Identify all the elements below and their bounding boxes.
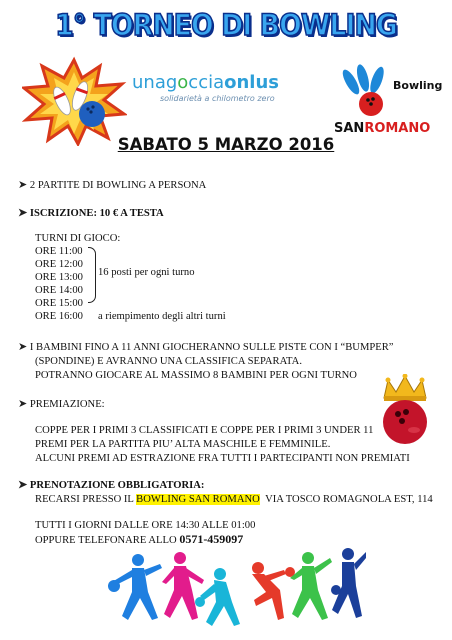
bowling-logo-word: Bowling bbox=[393, 79, 443, 92]
premi-line-2: PREMI PER LA PARTITA PIU’ ALTA MASCHILE E FEMMINILE. bbox=[35, 439, 331, 450]
bullet-icon: ➤ bbox=[18, 341, 28, 353]
premi-line-3: ALCUNI PREMI AD ESTRAZIONE FRA TUTTI I PARTECIPANTI NON PREMIATI bbox=[35, 453, 410, 464]
turno-2: ORE 12:00 bbox=[35, 259, 83, 270]
prenotazione-line: ➤ PRENOTAZIONE OBBLIGATORIA: bbox=[18, 479, 205, 491]
bambini-line-3: POTRANNO GIOCARE AL MASSIMO 8 BAMBINI PER OGNI TURNO bbox=[35, 370, 357, 381]
turno-5: ORE 15:00 bbox=[35, 298, 83, 309]
bowling-name-highlight: BOWLING SAN ROMANO bbox=[136, 494, 260, 505]
premiazione-line: ➤ PREMIAZIONE: bbox=[18, 398, 105, 410]
bowling-strike-icon bbox=[22, 56, 127, 146]
turni-label: TURNI DI GIOCO: bbox=[35, 233, 121, 244]
orari-line: TUTTI I GIORNI DALLE ORE 14:30 ALLE 01:00 bbox=[35, 520, 256, 531]
bullet-icon: ➤ bbox=[18, 179, 28, 191]
bambini-line-2: (SPONDINE) E AVRANNO UNA CLASSIFICA SEPARATA. bbox=[35, 356, 302, 367]
unagoccia-logo: unagocciaonlus solidarietà a chilometro zero bbox=[132, 72, 322, 103]
bambini-line-1: ➤ I BAMBINI FINO A 11 ANNI GIOCHERANNO SULLE PISTE CON I “BUMPER” bbox=[18, 341, 394, 353]
bullet-icon: ➤ bbox=[18, 207, 28, 219]
telefono-line: OPPURE TELEFONARE ALLO 0571-459097 bbox=[35, 532, 244, 546]
iscrizione-line: ➤ ISCRIZIONE: 10 € A TESTA bbox=[18, 207, 164, 219]
phone-number: 0571-459097 bbox=[179, 532, 244, 546]
turni-brace bbox=[88, 247, 96, 303]
players-silhouettes-icon bbox=[108, 546, 366, 636]
turno-1: ORE 11:00 bbox=[35, 246, 83, 257]
turno-3: ORE 13:00 bbox=[35, 272, 83, 283]
bullet-icon: ➤ bbox=[18, 479, 28, 491]
sanromano-logo-text: SANROMANO bbox=[334, 121, 431, 136]
turni-note: 16 posti per ogni turno bbox=[98, 267, 195, 278]
event-date: SABATO 5 MARZO 2016 bbox=[117, 135, 335, 154]
last-turn-note: a riempimento degli altri turni bbox=[98, 311, 226, 322]
turno-4: ORE 14:00 bbox=[35, 285, 83, 296]
page-title: 1° TORNEO DI BOWLING bbox=[55, 8, 397, 42]
partite-line: ➤ 2 PARTITE DI BOWLING A PERSONA bbox=[18, 179, 207, 191]
turno-6: ORE 16:00 bbox=[35, 311, 83, 322]
crowned-bowling-ball-icon bbox=[376, 374, 434, 448]
bullet-icon: ➤ bbox=[18, 398, 28, 410]
address-line: RECARSI PRESSO IL BOWLING SAN ROMANO VIA TOSCO ROMAGNOLA EST, 114 bbox=[35, 494, 433, 505]
premi-line-1: COPPE PER I PRIMI 3 CLASSIFICATI E COPPE PER I PRIMI 3 UNDER 11 bbox=[35, 425, 374, 436]
bowling-ball-pins-logo-icon bbox=[337, 64, 395, 120]
unagoccia-tagline: solidarietà a chilometro zero bbox=[160, 94, 275, 103]
